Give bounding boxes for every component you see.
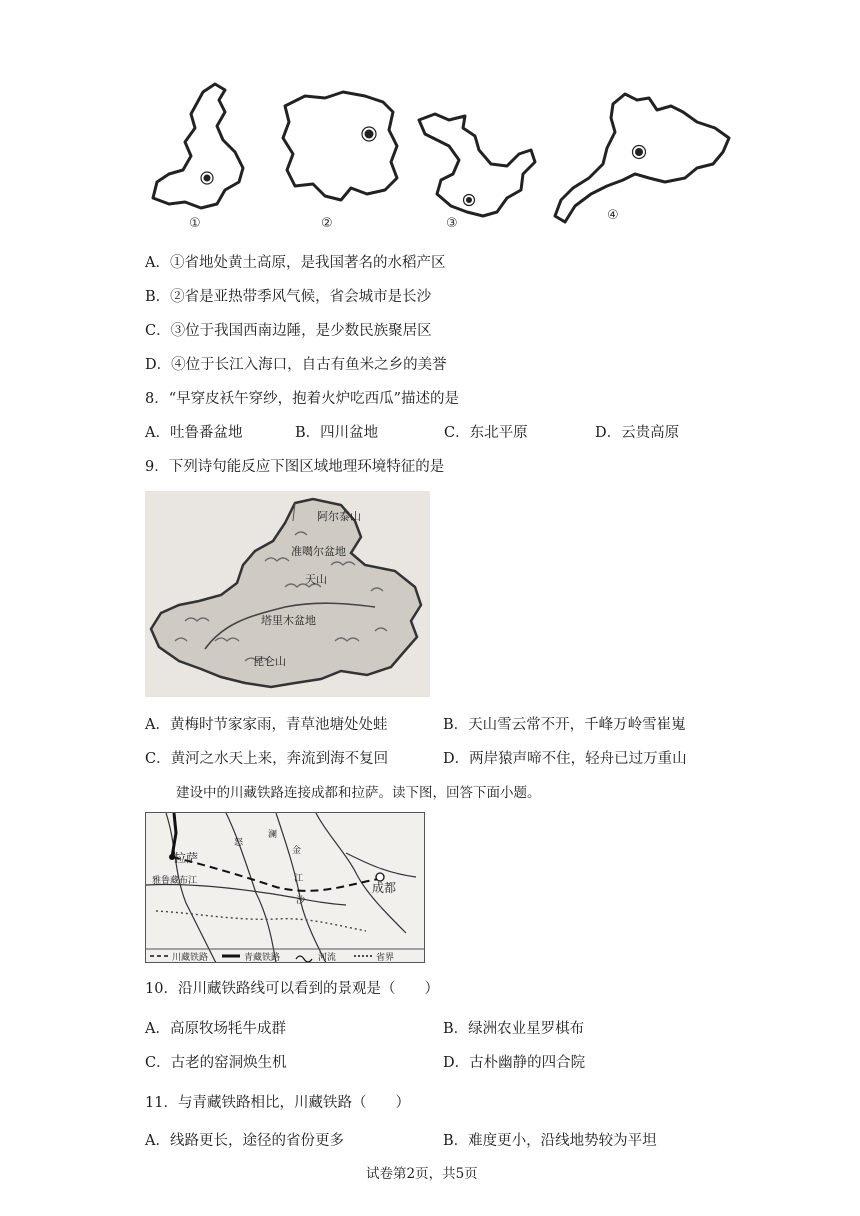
- river-3: [276, 813, 326, 963]
- q7-option-a: A．①省地处黄土高原，是我国著名的水稻产区: [145, 255, 446, 271]
- map-label-jiang: 江: [294, 874, 304, 884]
- map-label-jin: 金: [292, 846, 302, 856]
- q9-option-a: A．黄梅时节家家雨，青草池塘处处蛙: [145, 717, 388, 733]
- q9-option-c: C．黄河之水天上来，奔流到海不复回: [145, 751, 389, 767]
- q11-option-b: B．难度更小，沿线地势较为平坦: [443, 1133, 657, 1149]
- q7-option-b: B．②省是亚热带季风气候，省会城市是长沙: [145, 289, 432, 305]
- legend-sichuan-tibet: 川藏铁路: [172, 953, 209, 963]
- q10-option-a: A．高原牧场牦牛成群: [145, 1021, 286, 1037]
- legend-border: 省界: [376, 953, 395, 963]
- river-4: [316, 813, 406, 933]
- q7-option-c: C．③位于我国西南边陲，是少数民族聚居区: [145, 323, 432, 339]
- xinjiang-map: [145, 491, 430, 697]
- province-outline-1: [153, 84, 243, 208]
- river-5: [146, 884, 346, 905]
- q8-option-d: D．云贵高原: [595, 425, 680, 441]
- sichuan-tibet-railway-map: [145, 812, 425, 963]
- legend-qinghai-tibet: 青藏铁路: [244, 953, 281, 963]
- capital-marker-4: [635, 148, 643, 156]
- q10-stem: 10．沿川藏铁路线可以看到的景观是（ ）: [145, 981, 439, 997]
- q10-option-c: C．古老的窑洞焕生机: [145, 1055, 287, 1071]
- q8-option-c: C．东北平原: [444, 425, 528, 441]
- q9-option-d: D．两岸猿声啼不住，轻舟已过万重山: [443, 751, 687, 767]
- province-label-4: ④: [607, 208, 619, 223]
- q9-option-b: B．天山雪云常不开，千峰万岭雪崔嵬: [443, 717, 686, 733]
- q9-stem: 9．下列诗句能反应下图区域地理环境特征的是: [145, 459, 445, 475]
- q8-option-b: B．四川盆地: [295, 425, 379, 441]
- map-label-tarim: 塔里木盆地: [261, 614, 316, 627]
- river-1: [166, 813, 216, 963]
- province-outline-2: [283, 92, 397, 200]
- q11-stem: 11．与青藏铁路相比，川藏铁路（ ）: [145, 1095, 410, 1111]
- page-footer: 试卷第2页，共5页: [366, 1166, 478, 1182]
- province-border: [156, 911, 366, 931]
- map-label-nu: 怒: [234, 838, 244, 848]
- capital-marker-1: [204, 175, 211, 182]
- map-label-tianshan: 天山: [305, 573, 327, 586]
- map-label-chengdu: 成都: [372, 881, 397, 895]
- province-outline-3: [419, 114, 535, 216]
- map-label-junggar: 准噶尔盆地: [291, 545, 346, 558]
- map-label-altai: 阿尔泰山: [317, 510, 361, 523]
- province-label-2: ②: [321, 216, 333, 231]
- map-label-lhasa: 拉萨: [174, 851, 199, 865]
- q8-stem: 8．“早穿皮袄午穿纱，抱着火炉吃西瓜”描述的是: [145, 391, 460, 407]
- railway-intro: 建设中的川藏铁路连接成都和拉萨。读下图，回答下面小题。: [176, 785, 541, 801]
- q7-option-d: D．④位于长江入海口，自古有鱼米之乡的美誉: [145, 357, 447, 373]
- map-label-sha: 沙: [296, 896, 306, 906]
- xinjiang-outline: [151, 499, 421, 687]
- province-outlines-figure: [145, 82, 735, 232]
- q10-option-b: B．绿洲农业星罗棋布: [443, 1021, 585, 1037]
- map-label-kunlun: 昆仑山: [253, 655, 286, 668]
- map-label-yarlung: 雅鲁藏布江: [152, 876, 198, 886]
- map-label-lancang: 澜: [268, 830, 278, 840]
- q11-option-a: A．线路更长，途径的省份更多: [145, 1133, 344, 1149]
- province-label-3: ③: [446, 216, 458, 231]
- q8-option-a: A．吐鲁番盆地: [145, 425, 243, 441]
- capital-marker-3: [466, 197, 472, 203]
- legend-river: 河流: [318, 953, 337, 963]
- capital-marker-2: [365, 130, 374, 139]
- province-label-1: ①: [189, 216, 201, 231]
- q10-option-d: D．古朴幽静的四合院: [443, 1055, 586, 1071]
